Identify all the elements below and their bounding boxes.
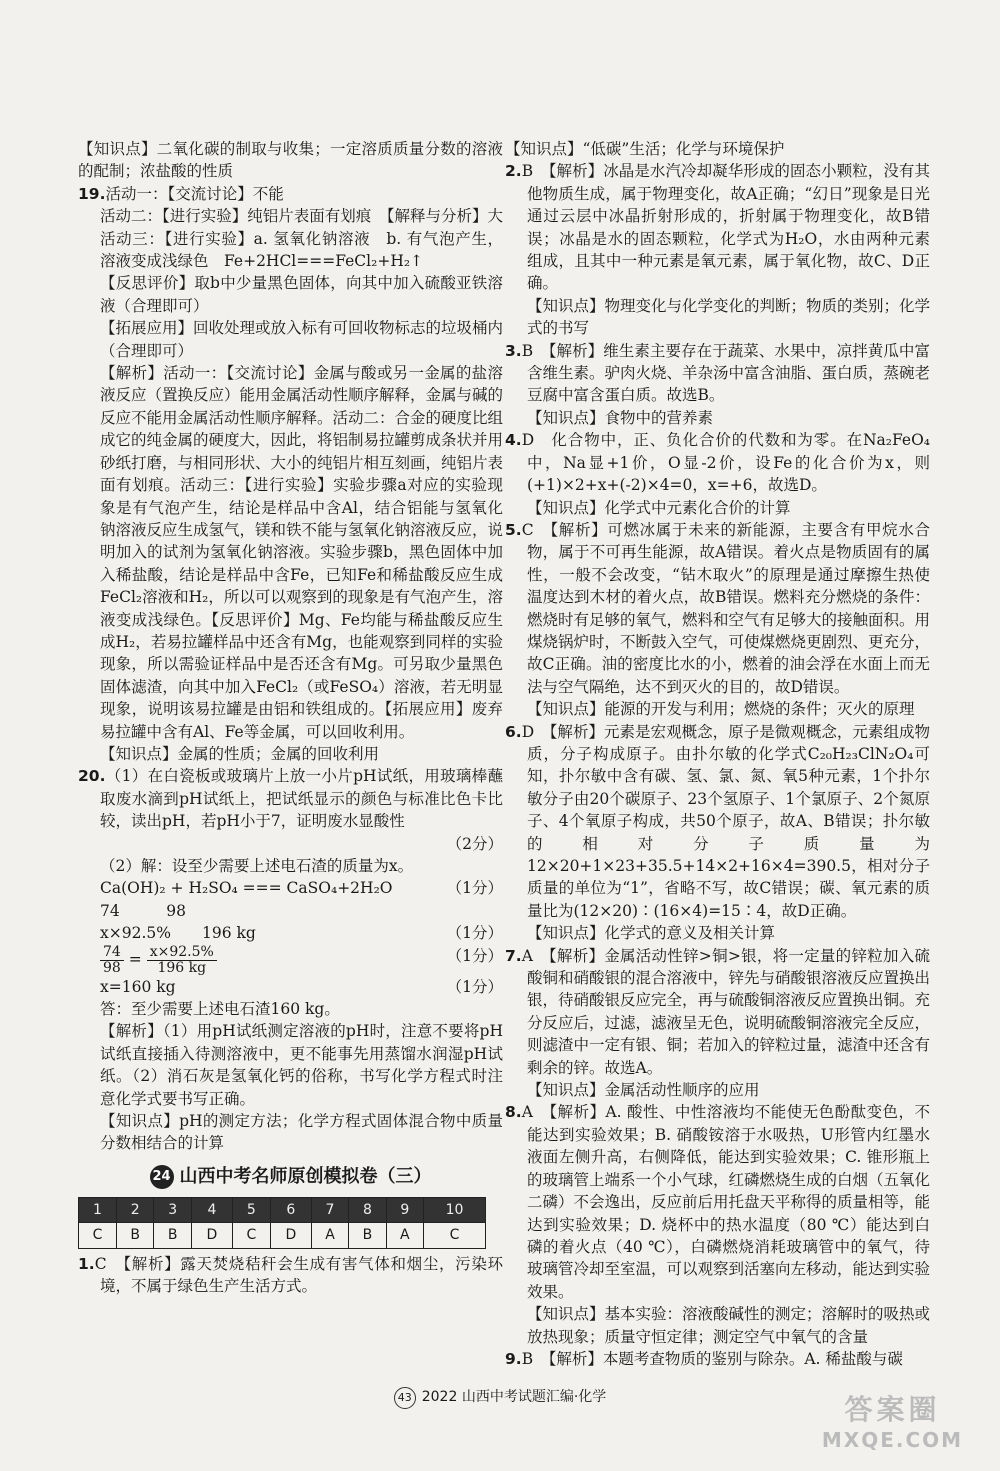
molar-mass: 74 98 [100,901,186,920]
right-column [505,138,930,1370]
equation-row [78,877,503,899]
watermark-url: MXQE.COM [821,1428,964,1452]
mass-row [78,900,503,922]
footer-title: 2022 山西中考试题汇编·化学 [421,1389,607,1405]
answer-table [78,1197,486,1249]
q4-knowledge-point: 【知识点】化学式中元素化合价的计算 [527,498,791,517]
proportion-row [78,945,503,976]
q19-knowledge-point: 【知识点】金属的性质；金属的回收利用 [100,744,380,763]
question-number: 5. [505,520,522,539]
question-3: 3.B 【解析】维生素主要存在于蔬菜、水果中，凉拌黄瓜中富含维生素。驴肉火烧、羊杂汤中富含油脂、蛋白质，蒸碗老豆腐中富含蛋白质。故选B。 [505,341,931,405]
mass-values: x×92.5% 196 kg [100,924,256,943]
question-7: 7.A 【解析】金属活动性锌>铜>银，将一定量的锌粒加入硫酸铜和硝酸银的混合溶液中，锌先与硝酸银溶液反应置换出银，待硝酸银反应完全，再与硫酸铜溶液反应置换出铜。充分反应后，过滤，滤液呈无色，说明硫酸铜溶液完全反应，则滤渣中一定有银、铜；若加入的锌粒过量，滤渣中还含有剩余的锌。故选A。 [505,946,931,1077]
page-number: 43 [394,1387,416,1409]
q19-activity-2: 活动二：【进行实验】纯铝片表面有划痕 【解释与分析】大 [100,207,504,226]
q7-knowledge-point: 【知识点】金属活动性顺序的应用 [527,1081,760,1100]
q20-knowledge-point: 【知识点】pH的测定方法；化学方程式固体混合物中质量分数相结合的计算 [100,1112,503,1153]
question-number: 7. [505,946,522,965]
q20-answer: 答：至少需要上述电石渣160 kg。 [100,1000,340,1019]
question-number: 8. [505,1103,522,1122]
question-2: 2.B 【解析】冰晶是水汽冷却凝华形成的固态小颗粒，没有其他物质生成，属于物理变化，故A正确；“幻日”现象是日光通过云层中冰晶折射形成的，折射属于物理变化，故B错误；冰晶是水的固态颗粒，化学式为H₂O，水由两种元素组成，且其中一种元素是氧元素，属于氧化物，故C、D正确。 [505,162,930,293]
score: （1分） [446,946,503,965]
section-title: 山西中考名师原创模拟卷（三） [179,1165,432,1187]
question-5: 5.C 【解析】可燃冰属于未来的新能源，主要含有甲烷水合物，属于不可再生能源，故A错误。着火点是物质固有的属性，一般不会改变，“钻木取火”的原理是通过摩擦生热使温度达到木材的着火点，故B错误。燃料充分燃烧的条件：燃烧时有足够的氧气，燃料和空气有足够大的接触面积。用煤烧锅炉时，不断鼓入空气，可使煤燃烧更剧烈、更充分，故C正确。油的密度比水的小，燃着的油会浮在水面上而无法与空气隔绝，达不到灭火的目的，故D错误。 [505,520,931,696]
question-number: 2. [505,162,522,181]
section-heading [78,1165,503,1189]
score: （2分） [446,834,503,853]
question-4: 4.D 化合物中，正、负化合价的代数和为零。在Na₂FeO₄中，Na显+1价，O显-2价，设Fe的化合价为x，则(+1)×2+x+(-2)×4=0，x=+6，故选D。 [505,431,930,495]
question-6: 6.D 【解析】元素是宏观概念，原子是微观概念，元素组成物质，分子构成原子。由扑尔敏的化学式C₂₀H₂₃ClN₂O₄可知，扑尔敏中含有碳、氢、氯、氮、氧5种元素，1个扑尔敏分子由20个碳原子、23个氢原子、1个氯原子、2个氮原子、4个氧原子构成，共50个原子，故A、B错误；扑尔敏的相对分子质量为12×20+1×23+35.5+14×2+16×4=390.5，相对分子质量的单位为“1”，省略不写，故C错误；碳、氧元素的质量比为(12×20)∶(16×4)=15∶4，故D正确。 [505,722,930,920]
question-1: 1.C 【解析】露天焚烧秸秆会生成有害气体和烟尘，污染环境，不属于绿色生产生活方式。 [78,1254,503,1296]
score: （1分） [446,879,503,898]
question-number: 9. [505,1349,522,1368]
q8-knowledge-point: 【知识点】基本实验：溶液酸碱性的测定；溶解时的吸热或放热现象；质量守恒定律；测定空气中氧气的含量 [527,1305,931,1346]
score: （1分） [446,924,503,943]
score: （1分） [446,977,503,996]
watermark-logo [805,1395,980,1465]
answer-table-header: 1 2 3 4 5 6 7 8 9 10 [79,1197,486,1222]
knowledge-point: 【知识点】“低碳”生活；化学与环境保护 [505,140,785,158]
result-row [78,976,503,998]
knowledge-point: 【知识点】二氧化碳的制取与收集；一定溶质质量分数的溶液的配制；浓盐酸的性质 [78,140,503,181]
q6-knowledge-point: 【知识点】化学式的意义及相关计算 [527,924,776,943]
section-number-badge: 24 [150,1165,174,1189]
q19-extension: 【拓展应用】回收处理或放入标有可回收物标志的垃圾桶内（合理即可） [100,319,504,360]
question-20: 20.（1）在白瓷板或玻璃片上放一小片pH试纸，用玻璃棒蘸取废水滴到pH试纸上，把试纸显示的颜色与标准比色卡比较，读出pH，若pH小于7，证明废水显酸性 [78,767,503,831]
question-19: 19.活动一：【交流讨论】不能 [78,184,284,203]
chemical-equation: Ca(OH)₂ + H₂SO₄ === CaSO₄+2H₂O [100,879,393,898]
question-number: 19. [78,184,106,203]
proportion: $\frac{74}{98}$ = $\frac{x\times 92.5\%}{196 kg}$ [100,945,217,976]
q2-knowledge-point: 【知识点】物理变化与化学变化的判断；物质的类别；化学式的书写 [527,296,931,338]
question-number: 3. [505,341,522,360]
q3-knowledge-point: 【知识点】食物中的营养素 [527,408,714,427]
question-number: 6. [505,722,522,741]
question-number: 20. [78,767,106,786]
question-number: 1. [78,1254,95,1273]
q19-analysis: 【解析】活动一：【交流讨论】金属与酸或另一金属的盐溶液反应（置换反应）能用金属活动性顺序解释，金属与碱的反应不能用金属活动性顺序解释。活动二：合金的硬度比组成它的纯金属的硬度大，因此，将铝制易拉罐剪成条状并用砂纸打磨，与相同形状、大小的纯铝片相互刻画，纯铝片表面有划痕。活动三：【进行实验】实验步骤a对应的实验现象是有气泡产生，结论是样品中含Al，结合铝能与氢氧化钠溶液反应生成氢气，镁和铁不能与氢氧化钠溶液反应，说明加入的试剂为氢氧化钠溶液。实验步骤b，黑色固体中加入稀盐酸，结论是样品中含Fe，已知Fe和稀盐酸反应生成FeCl₂溶液和H₂，所以可以观察到的现象是有气泡产生，溶液变成浅绿色。【反思评价】Mg、Fe均能与稀盐酸反应生成H₂，若易拉罐样品中还含有Mg，也能观察到同样的实验现象，所以需验证样品中是否还含有Mg。可另取少量黑色固体滤渣，向其中加入FeCl₂（或FeSO₄）溶液，若无明显现象，说明该易拉罐是由铝和铁组成的。【拓展应用】废弃易拉罐中含有Al、Fe等金属，可以回收利用。 [100,364,504,741]
q19-reflection: 【反思评价】取b中少量黑色固体，向其中加入硫酸亚铁溶液（合理即可） [100,274,503,315]
q5-knowledge-point: 【知识点】能源的开发与利用；燃烧的条件；灭火的原理 [527,700,915,719]
question-9: 9.B 【解析】本题考查物质的鉴别与除杂。A. 稀盐酸与碳 [505,1349,903,1368]
answer-table-row: C B B D C D A B A C [79,1223,486,1248]
watermark-text: 答案圈 [844,1393,941,1426]
mass-row-2 [78,922,503,944]
question-number: 4. [505,431,522,450]
q19-activity-3: 活动三：【进行实验】a. 氢氧化钠溶液 b. 有气泡产生，溶液变成浅绿色 Fe+2HCl===FeCl₂+H₂↑ [100,229,503,271]
result: x=160 kg [100,977,176,996]
q20-analysis: 【解析】（1）用pH试纸测定溶液的pH时，注意不要将pH试纸直接插入待测溶液中，更不能事先用蒸馏水润湿pH试纸。（2）消石灰是氢氧化钙的俗称，书写化学方程式时注意化学式要书写正确。 [100,1022,503,1108]
q20-part-2: （2）解：设至少需要上述电石渣的质量为x。 [100,857,414,875]
q20-score-row [78,833,503,855]
left-column [78,138,503,1298]
question-8: 8.A 【解析】A. 酸性、中性溶液均不能使无色酚酞变色，不能达到实验效果；B. 硝酸铵溶于水吸热，U形管内红墨水液面左侧升高，右侧降低，能达到实验效果；C. 锥形瓶上的玻璃管上端系一个小气球，红磷燃烧生成的白烟（五氧化二磷）不会逸出，反应前后用托盘天平称得的质量相等，能达到实验效果；D. 烧杯中的热水温度（80 ℃）能达到白磷的着火点（40 ℃），白磷燃烧消耗玻璃管中的氧气，待玻璃管冷却至室温，可以观察到活塞向左移动，能达到实验效果。 [505,1103,931,1301]
